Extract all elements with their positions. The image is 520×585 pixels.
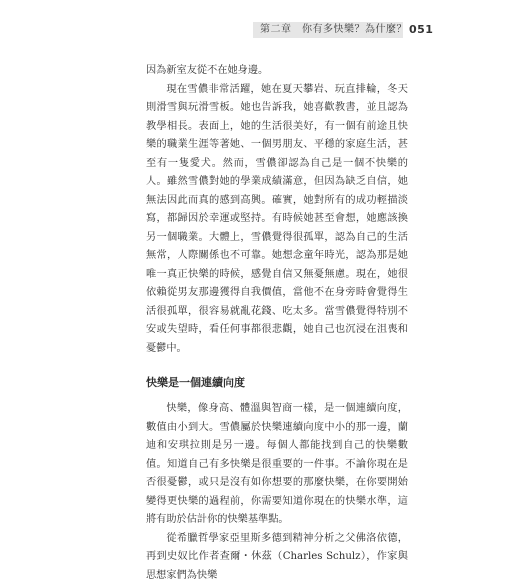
page-number: 051 — [409, 22, 433, 38]
running-header — [0, 22, 520, 40]
body-text — [146, 62, 408, 585]
paragraph-1: 現在雪儂非常活躍，她在夏天攀岩、玩直排輪，冬天則滑雪與玩滑雪板。她也告訴我，她喜歡教書，並且認為教學相長。表面上，她的生活很美好，有一個有前途且快樂的職業生涯等著她、一個男朋友、平穩的家庭生活，甚至有一隻愛犬。然而，雪儂卻認為自己是一個不快樂的人。雖然雪儂對她的學業成績滿意，但因為缺乏自信，她無法因此而真的感到高興。確實，她對所有的成功輕描淡寫，都歸因於幸運或堅持。有時候她甚至會想，她應該換另一個職業。大體上，雪儂覺得很孤單，認為自己的生活無常，人際關係也不可靠。她想念童年時光，認為那是她唯一真正快樂的時候，感覺自信又無憂無慮。現在，她很依賴從男友那邊獲得自我價值，當他不在身旁時會覺得生活很孤單，很容易就亂花錢、吃太多。當雪儂覺得特別不安或失望時，看任何事都很悲觀，她自己也沉浸在沮喪和憂鬱中。 — [146, 81, 408, 359]
chapter-title: 第二章 你有多快樂？為什麼？ — [260, 23, 407, 37]
section-heading: 快樂是一個連續向度 — [146, 374, 408, 392]
paragraph-2: 快樂，像身高、體溫與智商一樣，是一個連續向度，數值由小到大。雪儂屬於快樂連續向度中小的那一邊，蘭迪和安琪拉則是另一邊。每個人都能找到自己的快樂數值。知道自己有多快樂是很重要的一件事。不論你現在是否很憂鬱，或只是沒有如你想要的那麼快樂，在你要開始變得更快樂的過程前，你需要知道你現在的快樂水準，這將有助於估計你的快樂基準點。 — [146, 400, 408, 530]
paragraph-3: 從希臘哲學家亞里斯多德到精神分析之父佛洛依德，再到史奴比作者查爾・休茲（Charles Schulz），作家與思想家們為快樂 — [146, 530, 408, 585]
paragraph-continued: 因為新室友從不在她身邊。 — [146, 62, 408, 81]
